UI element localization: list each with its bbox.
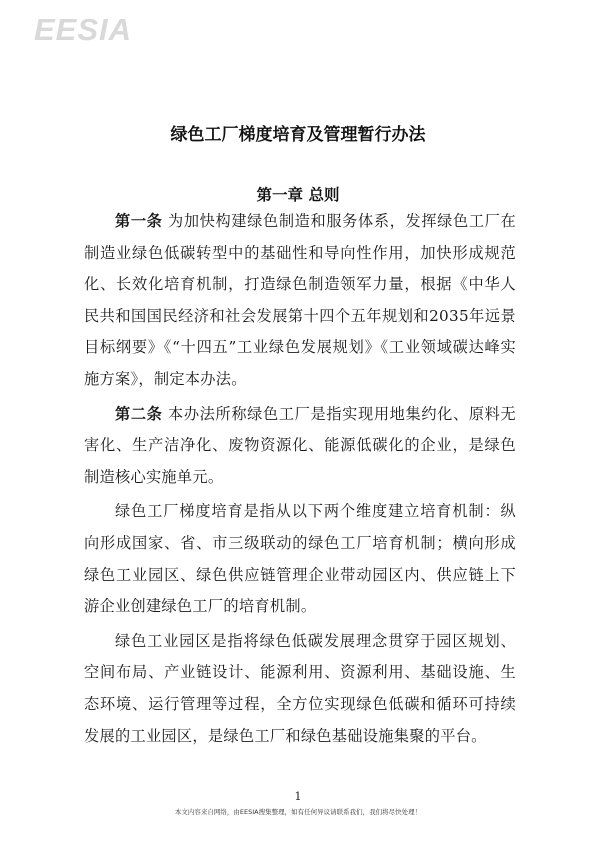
article-2-label: 第二条 [115, 404, 163, 423]
article-2-paragraph [84, 399, 516, 494]
gradient-cultivation-paragraph: 绿色工厂梯度培育是指从以下两个维度建立培育机制：纵向形成国家、省、市三级联动的绿色工厂培育机制；横向形成绿色工业园区、绿色供应链管理企业带动园区内、供应链上下游企业创建绿色工厂的培育机制。 [84, 502, 516, 616]
article-1-text: 为加快构建绿色制造和服务体系，发挥绿色工厂在制造业绿色低碳转型中的基础性和导向性作用，加快形成规范化、长效化培育机制，打造绿色制造领军力量，根据《中华人民共和国国民经济和社会发展第十四个五年规划和2035年远景目标纲要》《“十四五”工业绿色发展规划》《工业领域碳达峰实施方案》，制定本办法。 [84, 212, 516, 388]
chapter-heading: 第一章 总则 [256, 186, 340, 204]
document-title: 绿色工厂梯度培育及管理暂行办法 [170, 125, 426, 145]
green-industrial-park-paragraph: 绿色工业园区是指将绿色低碳发展理念贯穿于园区规划、空间布局、产业链设计、能源利用、资源利用、基础设施、生态环境、运行管理等过程，全方位实现绿色低碳和循环可持续发展的工业园区，是绿色工厂和绿色基础设施集聚的平台。 [84, 631, 516, 745]
document-body [84, 206, 516, 752]
article-1-label: 第一条 [115, 212, 163, 230]
footer-disclaimer: 本文内容来自网络，由EESIA搜集整理，如有任何异议请联系我们，我们将尽快处理！ [174, 808, 422, 816]
article-1-paragraph [84, 206, 516, 396]
page-number: 1 [294, 790, 302, 803]
article-2-text: 本办法所称绿色工厂是指实现用地集约化、原料无害化、生产洁净化、废物资源化、能源低碳化的企业，是绿色制造核心实施单元。 [84, 404, 516, 486]
eesia-logo: EESIA [34, 12, 133, 47]
